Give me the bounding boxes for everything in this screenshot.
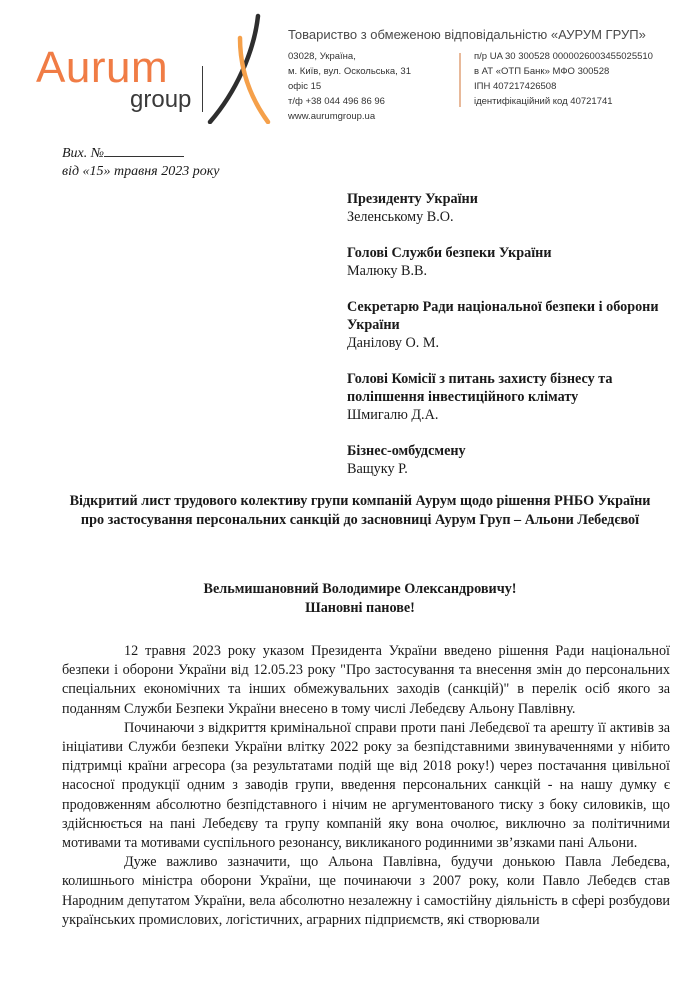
addressee [347, 370, 677, 424]
addressee-block [347, 190, 677, 496]
address-line: м. Київ, вул. Оскольська, 31 [288, 66, 411, 77]
addressee-name: Ващуку Р. [347, 461, 408, 477]
addressee-title: Секретарю Ради національної безпеки і оборони України [347, 299, 659, 333]
letter-date: від «15» травня 2023 року [62, 164, 220, 179]
company-logo [26, 12, 276, 124]
addressee [347, 442, 677, 478]
salutation-line: Шановні панове! [305, 600, 415, 616]
logo-wordmark: Aurum [36, 43, 169, 92]
logo-subword: group [130, 86, 192, 113]
bank-line: п/р UA 30 300528 0000026003455025510 [474, 51, 653, 62]
outgoing-reference [62, 145, 219, 181]
bank-line: ІПН 407217426508 [474, 81, 557, 92]
salutation-line: Вельмишановний Володимире Олександровичу! [203, 581, 517, 597]
letter-body [62, 642, 670, 930]
bank-line: в АТ «ОТП Банк» МФО 300528 [474, 66, 610, 77]
addressee-title: Президенту України [347, 191, 478, 207]
bank-line: ідентифікаційний код 40721741 [474, 96, 613, 107]
addressee-name: Зеленському В.О. [347, 209, 454, 225]
website-line: www.aurumgroup.ua [288, 111, 376, 122]
address-line: офіс 15 [288, 81, 322, 92]
bank-details [474, 49, 653, 109]
letter-title: Відкритий лист трудового колективу групи компаній Аурум щодо рішення РНБО України про застосування персональних санкцій до засновниці Аурум Груп – Альони Лебедєвої [69, 493, 651, 528]
addressee [347, 190, 677, 226]
company-legal-name: Товариство з обмеженою відповідальністю «АУРУМ ГРУП» [288, 27, 646, 42]
body-paragraph: 12 травня 2023 року указом Президента України введено рішення Ради національної безпеки і оборони України від 12.05.23 року "Про застосування та внесення змін до персональних спеціальних економічних та інших обмежувальних заходів (санкцій)" в перелік осіб якого за поданням Служби Безпеки України внесено в тому числі Лебедєву Альону Павлівну. [62, 643, 670, 717]
addressee [347, 298, 677, 352]
addressee-title: Голові Служби безпеки України [347, 245, 552, 261]
addressee-name: Шмигалю Д.А. [347, 407, 439, 423]
outgoing-number-label: Вих. № [62, 146, 104, 161]
addressee-name: Малюку В.В. [347, 263, 428, 279]
outgoing-number-blank [104, 145, 184, 157]
company-address [288, 49, 411, 124]
addressee-title: Бізнес-омбудсмену [347, 443, 466, 459]
body-paragraph: Дуже важливо зазначити, що Альона Павлівна, будучи донькою Павла Лебедєва, колишнього міністра оборони України, ще починаючи з 2007 року, коли Павло Лебедєв став Народним депутатом України, вела абсолютно незалежну і самостійну діяльність в сфері розбудови українських промислових, логістичних, аграрних підприємств, які створювали [62, 854, 670, 928]
contact-divider [459, 53, 461, 107]
phone-line: т/ф +38 044 496 86 96 [288, 96, 385, 107]
address-line: 03028, Україна, [288, 51, 356, 62]
logo-swoosh-icon [196, 12, 276, 124]
addressee-name: Данілову О. М. [347, 335, 440, 351]
addressee-title: Голові Комісії з питань захисту бізнесу та поліпшення інвестиційного клімату [347, 371, 613, 405]
body-paragraph: Починаючи з відкриття кримінальної справи проти пані Лебедєвої та арешту її активів за ініціативи Служби безпеки України влітку 2022 року за безпідставними звинуваченнями у нібито підтримці країни агресора (за результатами подій ще від 2018 року!) через постачання цивільної насосної продукції одним з заводів групи, введення персональних санкцій - на нашу думку є продовженням абсолютно безпідставного і нічим не аргументованого тиску з боку силовиків, що здійснюється на пані Лебедєву та групу компаній яку вона очолює, виключно за політичними мотивами та мотивами суспільного резонансу, викликаного родинними зв’язками пані Альони. [62, 719, 670, 852]
salutation [60, 580, 660, 618]
addressee [347, 244, 677, 280]
